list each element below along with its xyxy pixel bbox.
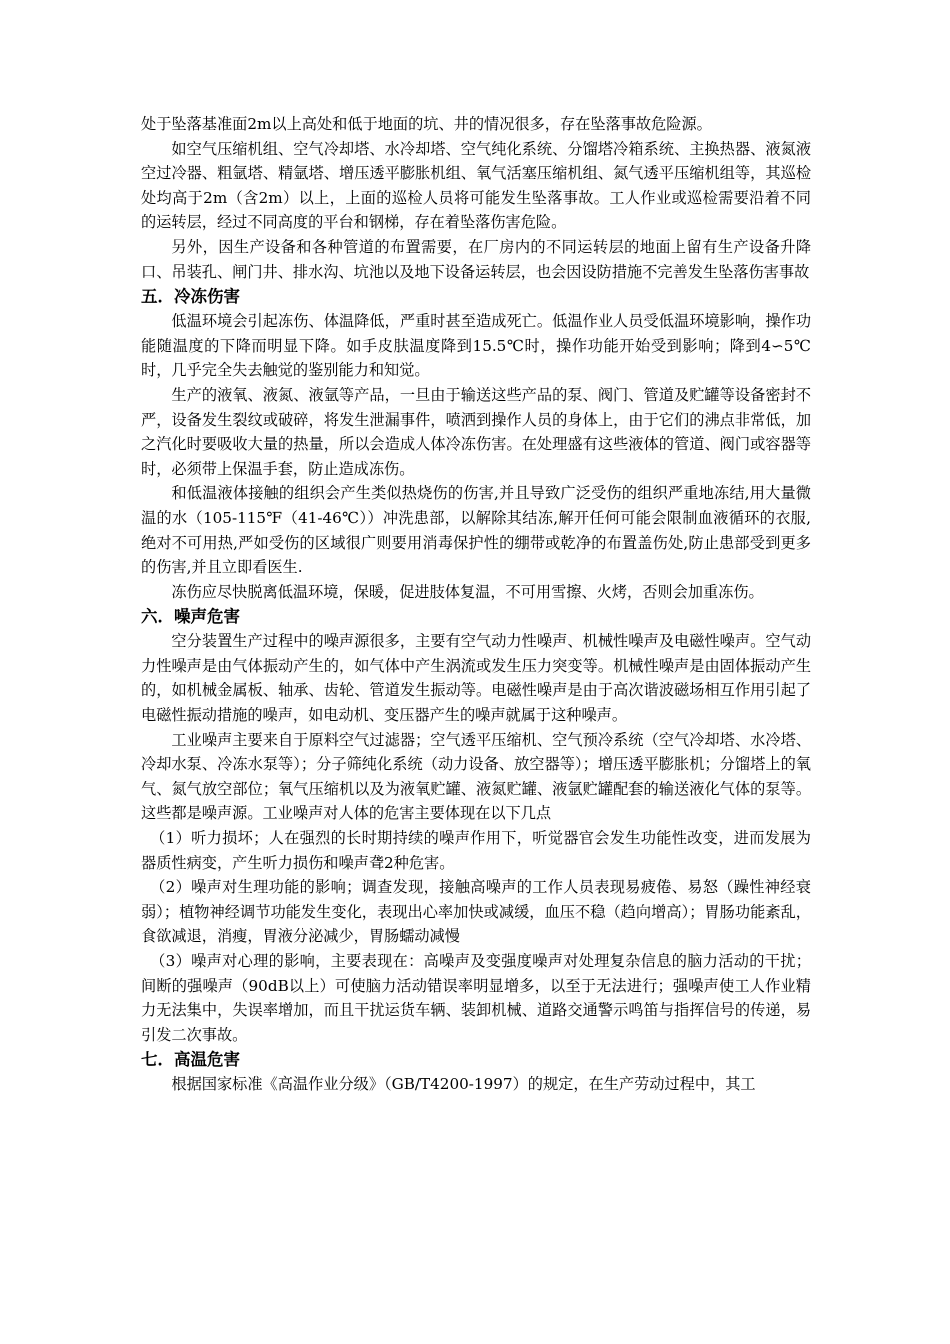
document-body bbox=[141, 112, 811, 1097]
paragraph-fall-openings: 另外，因生产设备和各种管道的布置需要，在厂房内的不同运转层的地面上留有生产设备升降口、吊装孔、闸门井、排水沟、坑池以及地下设备运转层，也会因设防措施不完善发生坠落伤害事故 bbox=[141, 237, 811, 281]
paragraph-frostbite-3: 和低温液体接触的组织会产生类似热烧伤的伤害,并且导致广泛受伤的组织严重地冻结,用大量微温的水（105-115℉（41-46℃））冲洗患部，以解除其结冻,解开任何可能会限制血液循环的衣服,绝对不可用热,严如受伤的区域很广则要用消毒保护性的绷带或乾净的布置盖伤处,防止患部受到更多的伤害,并且立即看医生. bbox=[141, 484, 811, 577]
paragraph-noise-1: 空分装置生产过程中的噪声源很多，主要有空气动力性噪声、机械性噪声及电磁性噪声。空气动力性噪声是由气体振动产生的，如气体中产生涡流或发生压力突变等。机械性噪声是由固体振动产生的，如机械金属板、轴承、齿轮、管道发生振动等。电磁性噪声是由于高次谐波磁场相互作用引起了电磁性振动措施的噪声，如电动机、变压器产生的噪声就属于这种噪声。 bbox=[141, 632, 811, 725]
list-item-physiological-effects: （2）噪声对生理功能的影响；调查发现，接触高噪声的工作人员表现易疲倦、易怒（躁性神经衰弱）；植物神经调节功能发生变化，表现出心率加快或减缓，血压不稳（趋向增高）；胃肠功能紊乱，食欲减退，消瘦，胃液分泌减少，胃肠蠕动减慢 bbox=[141, 878, 811, 946]
heading-high-temperature: 七．高温危害 bbox=[141, 1050, 240, 1070]
paragraph-frostbite-1: 低温环境会引起冻伤、体温降低，严重时甚至造成死亡。低温作业人员受低温环境影响，操作功能随温度的下降而明显下降。如手皮肤温度降到15.5℃时，操作功能开始受到影响；降到4∽5℃时，几乎完全失去触觉的鉴别能力和知觉。 bbox=[141, 312, 811, 380]
list-item-hearing-damage: （1）听力损坏；人在强烈的长时期持续的噪声作用下，听觉器官会发生功能性改变，进而发展为器质性病变，产生听力损伤和噪声聋2种危害。 bbox=[141, 829, 811, 872]
paragraph-fall-equipment: 如空气压缩机组、空气冷却塔、水冷却塔、空气纯化系统、分馏塔冷箱系统、主换热器、液氮液空过冷器、粗氩塔、精氩塔、增压透平膨胀机组、氧气活塞压缩机组、氮气透平压缩机组等，其巡检处均高于2m（含2m）以上，上面的巡检人员将可能发生坠落事故。工人作业或巡检需要沿着不同的运转层，经过不同高度的平台和钢梯，存在着坠落伤害危险。 bbox=[141, 139, 811, 232]
paragraph-frostbite-4: 冻伤应尽快脱离低温环境，保暖，促进肢体复温，不可用雪擦、火烤，否则会加重冻伤。 bbox=[171, 582, 764, 601]
heading-frostbite: 五．冷冻伤害 bbox=[141, 287, 240, 307]
paragraph-noise-2: 工业噪声主要来自于原料空气过滤器；空气透平压缩机、空气预冷系统（空气冷却塔、水冷塔、冷却水泵、冷冻水泵等）；分子筛纯化系统（动力设备、放空器等）；增压透平膨胀机；分馏塔上的氧气、氮气放空部位；氧气压缩机以及为液氧贮罐、液氮贮罐、液氩贮罐配套的输送液化气体的泵等。这些都是噪声源。工业噪声对人体的危害主要体现在以下几点 bbox=[141, 730, 811, 823]
paragraph-frostbite-2: 生产的液氧、液氮、液氩等产品，一旦由于输送这些产品的泵、阀门、管道及贮罐等设备密封不严，设备发生裂纹或破碎，将发生泄漏事件，喷洒到操作人员的身体上，由于它们的沸点非常低，加之汽化时要吸收大量的热量，所以会造成人体冷冻伤害。在处理盛有这些液体的管道、阀门或容器等时，必须带上保温手套，防止造成冻伤。 bbox=[141, 385, 811, 478]
heading-noise: 六．噪声危害 bbox=[141, 607, 240, 627]
paragraph-fall-intro: 处于坠落基准面2m以上高处和低于地面的坑、井的情况很多，存在坠落事故危险源。 bbox=[141, 115, 712, 133]
paragraph-high-temperature-1: 根据国家标准《高温作业分级》（GB/T4200-1997）的规定，在生产劳动过程中，其工 bbox=[171, 1075, 756, 1094]
list-item-psychological-effects: （3）噪声对心理的影响，主要表现在：高噪声及变强度噪声对处理复杂信息的脑力活动的干扰；间断的强噪声（90dB以上）可使脑力活动错误率明显增多，以至于无法进行；强噪声使工人作业精力无法集中，失误率增加，而且干扰运货车辆、装卸机械、道路交通警示鸣笛与指挥信号的传递，易引发二次事故。 bbox=[141, 952, 811, 1044]
